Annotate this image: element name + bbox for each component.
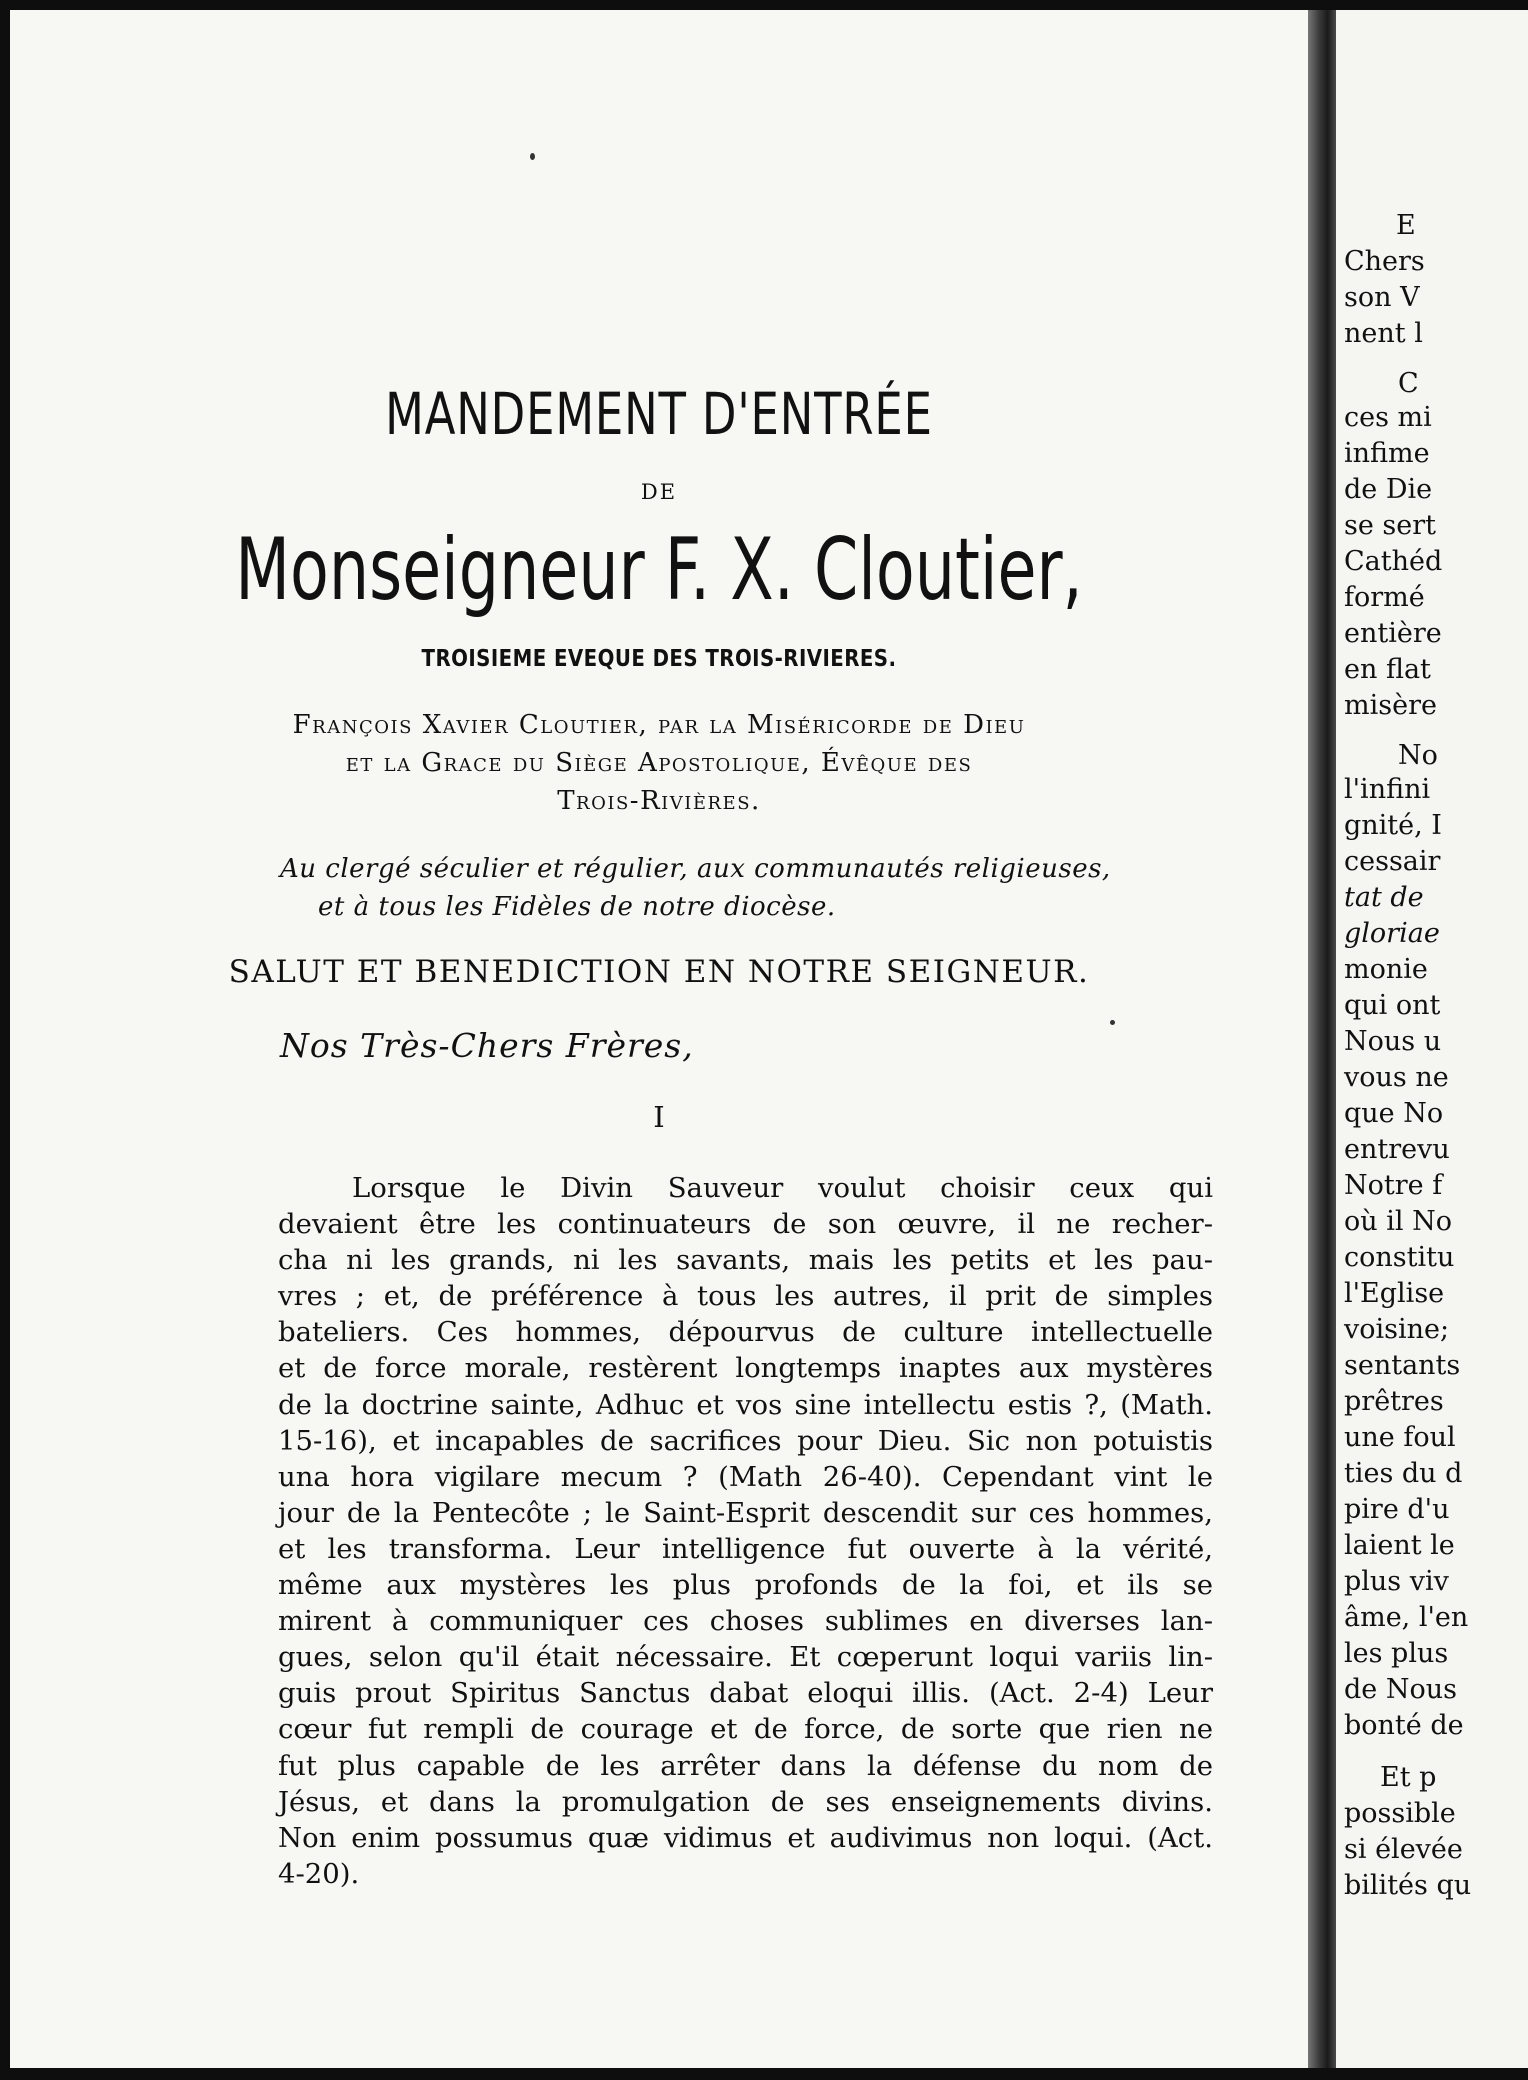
- paragraph-line: 15-16), et incapables de sacrifices pour Dieu. Sic non potuistis: [278, 1424, 1213, 1457]
- salutation: SALUT ET BENEDICTION EN NOTRE SEIGNEUR.: [228, 954, 1090, 990]
- right-page-text-fragment: Nous u: [1344, 1026, 1442, 1057]
- right-page-text-fragment: où il No: [1344, 1206, 1452, 1237]
- body-paragraph: [278, 1170, 1213, 1892]
- right-page-text-fragment: Cathéd: [1344, 546, 1443, 577]
- right-page-text-fragment: les plus: [1344, 1638, 1449, 1669]
- paragraph-line: guis prout Spiritus Sanctus dabat eloqui illis. (Act. 2-4) Leur: [278, 1677, 1213, 1710]
- paragraph-line: et de force morale, restèrent longtemps inaptes aux mystères: [278, 1352, 1213, 1385]
- greeting: Nos Très-Chers Frères,: [280, 1026, 694, 1065]
- paragraph-line: cha ni les grands, ni les savants, mais les petits et les pau-: [278, 1244, 1213, 1277]
- right-page-text-fragment: formé: [1344, 582, 1425, 613]
- right-page-text-fragment: misère: [1344, 690, 1437, 721]
- right-page-text-fragment: entrevu: [1344, 1134, 1450, 1165]
- right-page-text-fragment: prêtres: [1344, 1386, 1444, 1417]
- title-connector: DE: [640, 480, 678, 504]
- document-title: MANDEMENT D'ENTRÉE: [385, 380, 933, 448]
- paragraph-line: même aux mystères les plus profonds de la foi, et ils se: [278, 1569, 1213, 1602]
- right-page-text-fragment: bilités qu: [1344, 1870, 1472, 1901]
- paragraph-line: Lorsque le Divin Sauveur voulut choisir ceux qui: [352, 1172, 1213, 1204]
- right-page-text-fragment: gloriae: [1344, 918, 1440, 949]
- right-page-text-fragment: C: [1398, 368, 1419, 399]
- right-page-text-fragment: ties du d: [1344, 1458, 1463, 1489]
- right-page-text-fragment: qui ont: [1344, 990, 1441, 1021]
- right-page-text-fragment: entière: [1344, 618, 1442, 649]
- right-page-text-fragment: No: [1398, 740, 1438, 771]
- paragraph-line: bateliers. Ces hommes, dépourvus de culture intellectuelle: [278, 1316, 1213, 1349]
- right-page-text-fragment: l'Eglise: [1344, 1278, 1445, 1309]
- paragraph-line: mirent à communiquer ces choses sublimes en diverses lan-: [278, 1605, 1213, 1638]
- right-page-text-fragment: sentants: [1344, 1350, 1461, 1381]
- right-page-text-fragment: pire d'u: [1344, 1494, 1450, 1525]
- right-page-text-fragment: nent l: [1344, 318, 1423, 349]
- right-page-text-fragment: que No: [1344, 1098, 1444, 1129]
- left-page: [10, 10, 1310, 2068]
- right-page-text-fragment: possible: [1344, 1798, 1456, 1829]
- right-page-text-fragment: bonté de: [1344, 1710, 1464, 1741]
- right-page-text-fragment: ces mi: [1344, 402, 1432, 433]
- bishop-subtitle: TROISIEME EVEQUE DES TROIS-RIVIERES.: [421, 646, 897, 672]
- address-line: Au clergé séculier et régulier, aux communautés religieuses,: [280, 854, 1111, 884]
- intro-line: Trois-Rivières.: [557, 786, 761, 816]
- bishop-name: Monseigneur F. X. Cloutier,: [235, 520, 1083, 620]
- right-page-text-fragment: l'infini: [1344, 774, 1431, 805]
- right-page: [1336, 10, 1528, 2068]
- paragraph-line: devaient être les continuateurs de son œuvre, il ne recher-: [278, 1208, 1213, 1241]
- right-page-text-fragment: si élevée: [1344, 1834, 1463, 1865]
- right-page-text-fragment: de Nous: [1344, 1674, 1457, 1705]
- right-page-text-fragment: en flat: [1344, 654, 1431, 685]
- right-page-text-fragment: Notre f: [1344, 1170, 1443, 1201]
- ink-speck: [530, 153, 535, 160]
- paragraph-line: 4-20).: [278, 1857, 360, 1890]
- paragraph-line: cœur fut rempli de courage et de force, de sorte que rien ne: [278, 1713, 1213, 1746]
- paragraph-line: fut plus capable de les arrêter dans la défense du nom de: [278, 1749, 1213, 1782]
- right-page-text-fragment: tat de: [1344, 882, 1424, 913]
- paragraph-line: Non enim possumus quæ vidimus et audivimus non loqui. (Act.: [278, 1821, 1213, 1854]
- address-line: et à tous les Fidèles de notre diocèse.: [318, 892, 836, 922]
- right-page-text-fragment: une foul: [1344, 1422, 1456, 1453]
- right-page-text-fragment: voisine;: [1344, 1314, 1450, 1345]
- right-page-text-fragment: âme, l'en: [1344, 1602, 1469, 1633]
- right-page-text-fragment: constitu: [1344, 1242, 1455, 1273]
- right-page-text-fragment: vous ne: [1344, 1062, 1449, 1093]
- right-page-text-fragment: se sert: [1344, 510, 1437, 541]
- right-page-text-fragment: Chers: [1344, 246, 1425, 277]
- right-page-text-fragment: gnité, I: [1344, 810, 1442, 841]
- intro-line: et la Grace du Siège Apostolique, Évêque des: [345, 748, 973, 778]
- right-page-text-fragment: laient le: [1344, 1530, 1455, 1561]
- right-page-text-fragment: Et p: [1380, 1762, 1437, 1793]
- ink-speck: [1110, 1020, 1115, 1025]
- right-page-text-fragment: infime: [1344, 438, 1430, 469]
- paragraph-line: de la doctrine sainte, Adhuc et vos sine intellectu estis ?, (Math.: [278, 1388, 1213, 1421]
- right-page-text-fragment: de Die: [1344, 474, 1433, 505]
- paragraph-line: gues, selon qu'il était nécessaire. Et cœperunt loqui variis lin-: [278, 1641, 1213, 1674]
- right-page-text-fragment: E: [1396, 210, 1416, 241]
- paragraph-line: Jésus, et dans la promulgation de ses enseignements divins.: [278, 1785, 1213, 1818]
- right-page-text-fragment: cessair: [1344, 846, 1441, 877]
- right-page-text-fragment: son V: [1344, 282, 1420, 313]
- book-binding: [1308, 10, 1336, 2068]
- section-number: I: [653, 1100, 665, 1134]
- paragraph-line: jour de la Pentecôte ; le Saint-Esprit descendit sur ces hommes,: [278, 1496, 1213, 1529]
- paragraph-line: et les transforma. Leur intelligence fut ouverte à la vérité,: [278, 1532, 1213, 1565]
- right-page-text-fragment: plus viv: [1344, 1566, 1449, 1597]
- paragraph-line: una hora vigilare mecum ? (Math 26-40). Cependant vint le: [278, 1460, 1213, 1493]
- intro-line: François Xavier Cloutier, par la Miséricorde de Dieu: [292, 710, 1026, 740]
- paragraph-line: vres ; et, de préférence à tous les autres, il prit de simples: [278, 1280, 1213, 1313]
- right-page-text-fragment: monie: [1344, 954, 1428, 985]
